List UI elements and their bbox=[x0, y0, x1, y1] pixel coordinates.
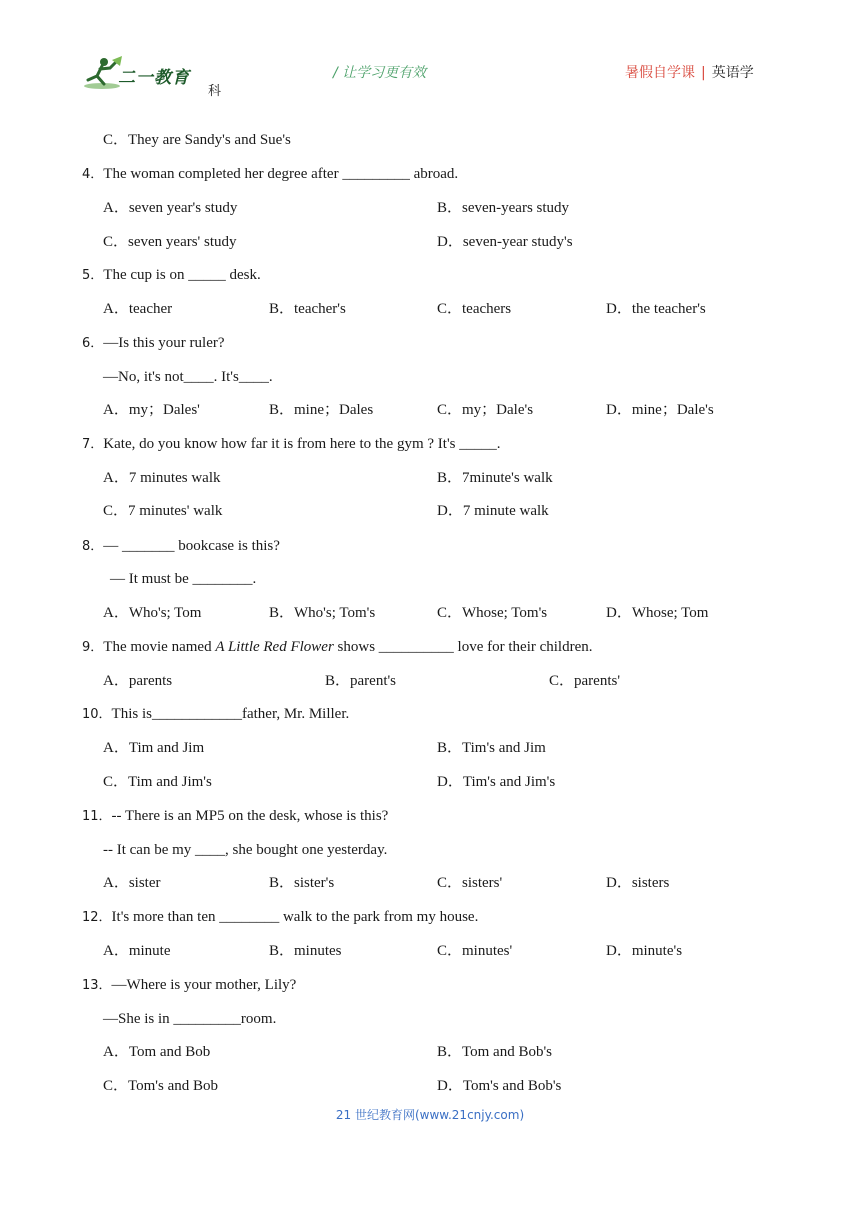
question-7 bbox=[82, 435, 501, 454]
option-a: A．parents bbox=[103, 673, 173, 689]
option-a: A．sister bbox=[103, 875, 161, 891]
question-8 bbox=[82, 537, 280, 556]
question-text: —Where is your mother, Lily? bbox=[111, 977, 297, 993]
question-text: — _______ bookcase is this? bbox=[103, 538, 280, 554]
option-d: D．minute's bbox=[606, 943, 683, 959]
question-text: The cup is on _____ desk. bbox=[103, 267, 261, 283]
option-d: D．seven-year study's bbox=[437, 234, 573, 250]
option-a: A．seven year's study bbox=[103, 200, 238, 216]
option-b: B．Tim's and Jim bbox=[437, 740, 546, 756]
option-c: C．Tim and Jim's bbox=[103, 774, 212, 790]
option-a: A．7 minutes walk bbox=[103, 470, 221, 486]
question-text-line-2: -- It can be my ____, she bought one yesterday. bbox=[103, 842, 388, 858]
option-d: D．Whose; Tom bbox=[606, 605, 709, 621]
question-9 bbox=[82, 638, 593, 657]
question-text: shows __________ love for their children. bbox=[333, 639, 593, 655]
question-number: 9． bbox=[82, 640, 104, 655]
option-b: B．Tom and Bob's bbox=[437, 1044, 552, 1060]
question-number: 6． bbox=[82, 336, 104, 351]
question-5 bbox=[82, 266, 261, 285]
course-name: 暑假自学课 bbox=[625, 65, 695, 81]
question-10 bbox=[82, 705, 349, 724]
page-footer: 21 世纪教育网(www.21cnjy.com) bbox=[335, 1108, 525, 1122]
question-number: 10． bbox=[82, 707, 112, 722]
question-12 bbox=[82, 908, 478, 927]
option-c: C．minutes' bbox=[437, 943, 513, 959]
question-text: —Is this your ruler? bbox=[103, 335, 225, 351]
question-text-line-2: —No, it's not____. It's____. bbox=[103, 369, 273, 385]
option-d: D．Tim's and Jim's bbox=[437, 774, 556, 790]
option-c: C．my；Dale's bbox=[437, 402, 534, 418]
question-number: 7． bbox=[82, 437, 104, 452]
option-c: C．Tom's and Bob bbox=[103, 1078, 218, 1094]
question-number: 11． bbox=[82, 809, 112, 824]
question-text: This is____________father, Mr. Miller. bbox=[111, 706, 350, 722]
option-b: B．parent's bbox=[325, 673, 397, 689]
option-d: D．sisters bbox=[606, 875, 670, 891]
question-13 bbox=[82, 976, 296, 995]
question-text: It's more than ten ________ walk to the park from my house. bbox=[111, 909, 479, 925]
question-text: The woman completed her degree after _________ abroad. bbox=[103, 166, 459, 182]
option-a: A．my；Dales' bbox=[103, 402, 200, 418]
movie-title: A Little Red Flower bbox=[215, 639, 334, 655]
option-b: B．7minute's walk bbox=[437, 470, 553, 486]
option-c: C．sisters' bbox=[437, 875, 503, 891]
question-text-line-2: — It must be ________. bbox=[110, 571, 257, 587]
question-number: 5． bbox=[82, 268, 104, 283]
option-c: C．teachers bbox=[437, 301, 512, 317]
slogan: / 让学习更有效 bbox=[333, 65, 427, 81]
option-b: B．mine；Dales bbox=[269, 402, 374, 418]
question-text: The movie named bbox=[103, 639, 216, 655]
course-separator: | bbox=[701, 65, 706, 81]
option-b: B．teacher's bbox=[269, 301, 346, 317]
option-c: C．7 minutes' walk bbox=[103, 503, 223, 519]
option-d: D．mine；Dale's bbox=[606, 402, 714, 418]
option-c: C．Whose; Tom's bbox=[437, 605, 548, 621]
option-d: D．Tom's and Bob's bbox=[437, 1078, 562, 1094]
option-a: A．teacher bbox=[103, 301, 173, 317]
option-d: D．7 minute walk bbox=[437, 503, 549, 519]
question-number: 13． bbox=[82, 978, 112, 993]
question-number: 4． bbox=[82, 167, 104, 182]
option-b: B．Who's; Tom's bbox=[269, 605, 376, 621]
option-b: B．seven-years study bbox=[437, 200, 570, 216]
question-11 bbox=[82, 807, 388, 826]
option-b: B．minutes bbox=[269, 943, 342, 959]
course-label bbox=[625, 62, 754, 82]
option-a: A．minute bbox=[103, 943, 171, 959]
option-a: A．Tim and Jim bbox=[103, 740, 205, 756]
option-b: B．sister's bbox=[269, 875, 335, 891]
option-a: A．Who's; Tom bbox=[103, 605, 202, 621]
page-header bbox=[0, 0, 860, 110]
question-6 bbox=[82, 334, 225, 353]
logo-text: 二一教育 bbox=[118, 68, 190, 88]
question-4 bbox=[82, 165, 458, 184]
option-c: C．They are Sandy's and Sue's bbox=[103, 132, 291, 148]
option-a: A．Tom and Bob bbox=[103, 1044, 211, 1060]
option-c: C．parents' bbox=[549, 673, 621, 689]
question-number: 12． bbox=[82, 910, 112, 925]
question-text: Kate, do you know how far it is from here to the gym ? It's _____. bbox=[103, 436, 501, 452]
course-subject: 英语学 bbox=[711, 65, 754, 81]
question-number: 8． bbox=[82, 539, 104, 554]
option-c: C．seven years' study bbox=[103, 234, 237, 250]
subject-fragment: 科 bbox=[208, 84, 222, 99]
option-d: D．the teacher's bbox=[606, 301, 706, 317]
question-text: -- There is an MP5 on the desk, whose is this? bbox=[111, 808, 389, 824]
question-text-line-2: —She is in _________room. bbox=[103, 1011, 277, 1027]
